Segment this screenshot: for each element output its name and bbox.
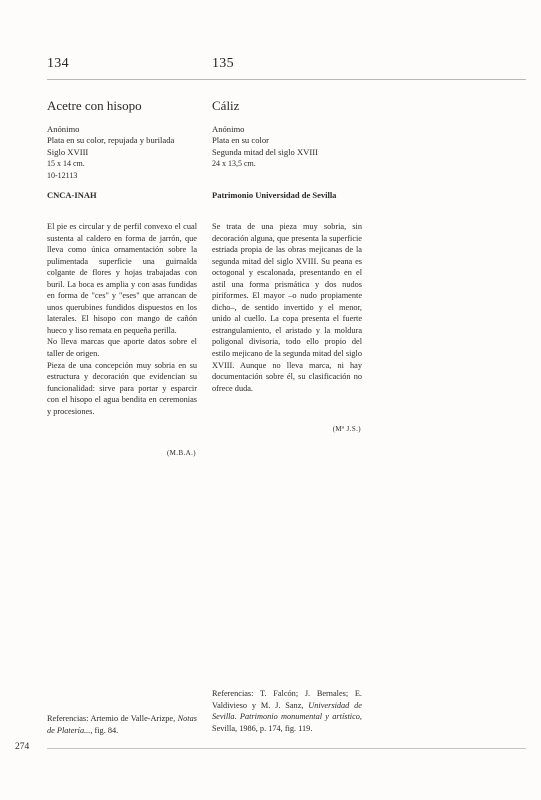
meta-date: Segunda mitad del siglo XVIII (212, 146, 318, 157)
right-entry-meta (212, 124, 362, 170)
footer-divider (47, 748, 526, 749)
right-entry-references (212, 688, 362, 734)
left-entry-description (47, 221, 197, 417)
entry-number-134: 134 (47, 56, 69, 71)
right-entry-owner: Patrimonio Universidad de Sevilla (212, 190, 337, 200)
references-tail: , fig. 84. (90, 725, 119, 735)
header-divider (47, 79, 526, 80)
meta-date: Siglo XVIII (47, 146, 89, 157)
left-entry-author-initials: (M.B.A.) (166, 449, 196, 457)
references-title: Universidad de Sevilla. Patrimonio monumental y artístico (212, 700, 362, 722)
meta-author: Anónimo (212, 124, 245, 134)
references-text: Referencias: Artemio de Valle-Arizpe, (47, 714, 178, 723)
right-entry-title: Cáliz (212, 98, 240, 113)
description-paragraph: Pieza de una concepción muy sobria en su estructura y decoración que evidencian su funcionalidad: sirve para portar y esparcir con el hisopo el agua bendita en ceremonias y procesiones. (47, 360, 197, 416)
entry-number-135: 135 (212, 56, 234, 71)
description-paragraph: Se trata de una pieza muy sobria, sin decoración alguna, que presenta la superficie estriada propia de las obras mejicanas de la segunda mitad del siglo XVIII. Su peana es octogonal y escalonada, presentando en el astil una forma prismática y dos nudos piriformes. El mayor –o nudo propiamente dicho–, de sentido invertido y el menor, unido al cuello. La copa presenta el fuerte estrangulamiento, el aristado y la moldura poligonal divisoria, todo ello propio del estilo mejicano de la segunda mitad del siglo XVIII. Aunque no lleva marca, ni hay documentación sobre él, su clasificación no ofrece duda. (212, 222, 362, 393)
references-title: Notas de Platería... (47, 714, 197, 735)
meta-author: Anónimo (47, 124, 80, 134)
meta-inventory: 10-12113 (47, 170, 78, 180)
references-tail: , Sevilla, 1986, p. 174, fig. 119. (212, 712, 362, 733)
right-entry-author-initials: (Mª J.S.) (332, 425, 361, 433)
description-paragraph: El pie es circular y de perfil convexo el cual sustenta al caldero en forma de jarrón, que lleva como única ornamentación sobre la pulimentada superficie una guirnalda colgante de flores y hojas trabajadas con buril. La boca es amplia y con asas fundidas en forma de "ces" y "eses" que arrancan de unos querubines fundidos dispuestos en los laterales. El hisopo con mango de cañón hueco y liso remata en pequeña perilla. (47, 222, 197, 335)
page-number: 274 (15, 742, 30, 752)
description-paragraph: No lleva marcas que aporte datos sobre el taller de origen. (47, 337, 197, 359)
meta-dimensions: 24 x 13,5 cm. (212, 159, 256, 169)
left-entry-references (47, 713, 197, 736)
left-entry-meta (47, 124, 197, 181)
right-entry-description (212, 221, 362, 394)
left-entry-owner: CNCA-INAH (47, 190, 97, 200)
left-entry-title: Acetre con hisopo (47, 98, 142, 113)
meta-material: Plata en su color, repujada y burilada (47, 135, 175, 146)
meta-dimensions: 15 x 14 cm. (47, 159, 85, 169)
meta-material: Plata en su color (212, 135, 270, 146)
references-text: Referencias: T. Falcón; J. Bernales; E. Valdivieso y M. J. Sanz, (212, 689, 362, 710)
